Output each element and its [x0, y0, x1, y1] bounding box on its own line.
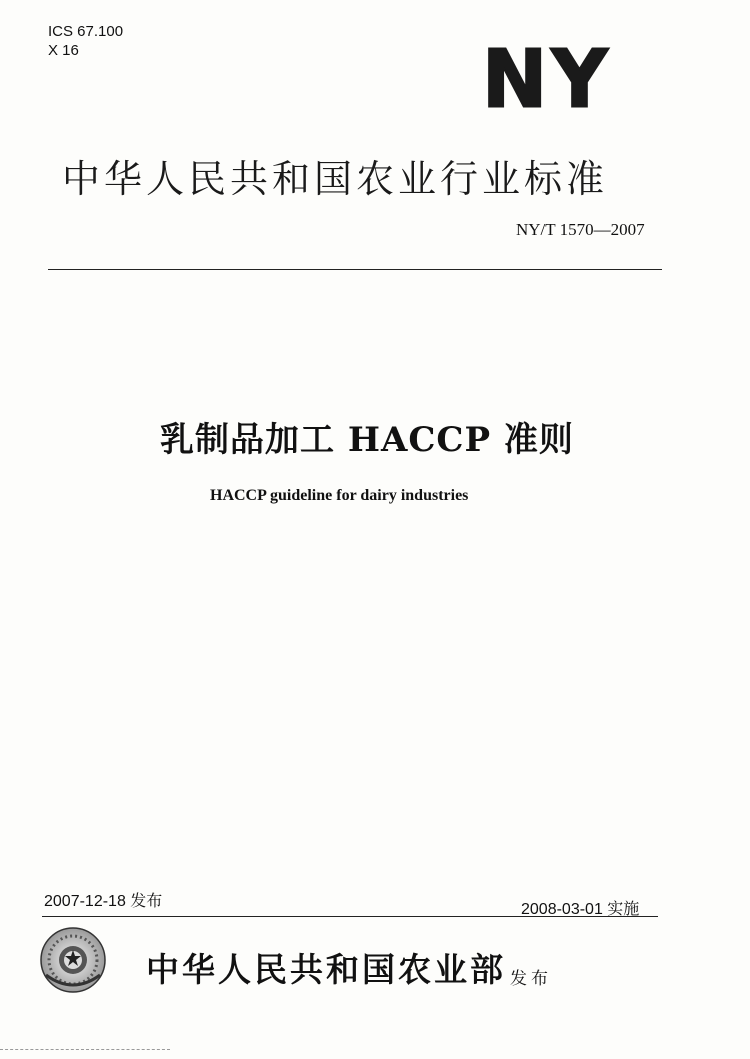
standard-number: NY/T 1570—2007	[516, 220, 645, 239]
document-title-en: HACCP guideline for dairy industries	[210, 487, 469, 504]
issue-date: 2007-12-18 发布	[44, 893, 163, 910]
standard-category: 中华人民共和国农业行业标准	[62, 157, 609, 201]
document-title-cn: 乳制品加工 HACCP 准则	[160, 420, 574, 460]
implementation-date: 2008-03-01 实施	[521, 901, 640, 918]
issue-label: 发布	[510, 969, 552, 989]
ny-logo: NY	[482, 34, 612, 126]
national-emblem-icon	[38, 925, 108, 995]
class-code: X 16	[48, 42, 79, 59]
header-divider	[48, 269, 662, 270]
footer-divider	[42, 916, 658, 917]
issuing-ministry: 中华人民共和国农业部	[146, 950, 506, 989]
classification-codes	[48, 22, 123, 60]
scan-artifact-line	[0, 1049, 170, 1050]
ics-code: ICS 67.100	[48, 23, 124, 40]
